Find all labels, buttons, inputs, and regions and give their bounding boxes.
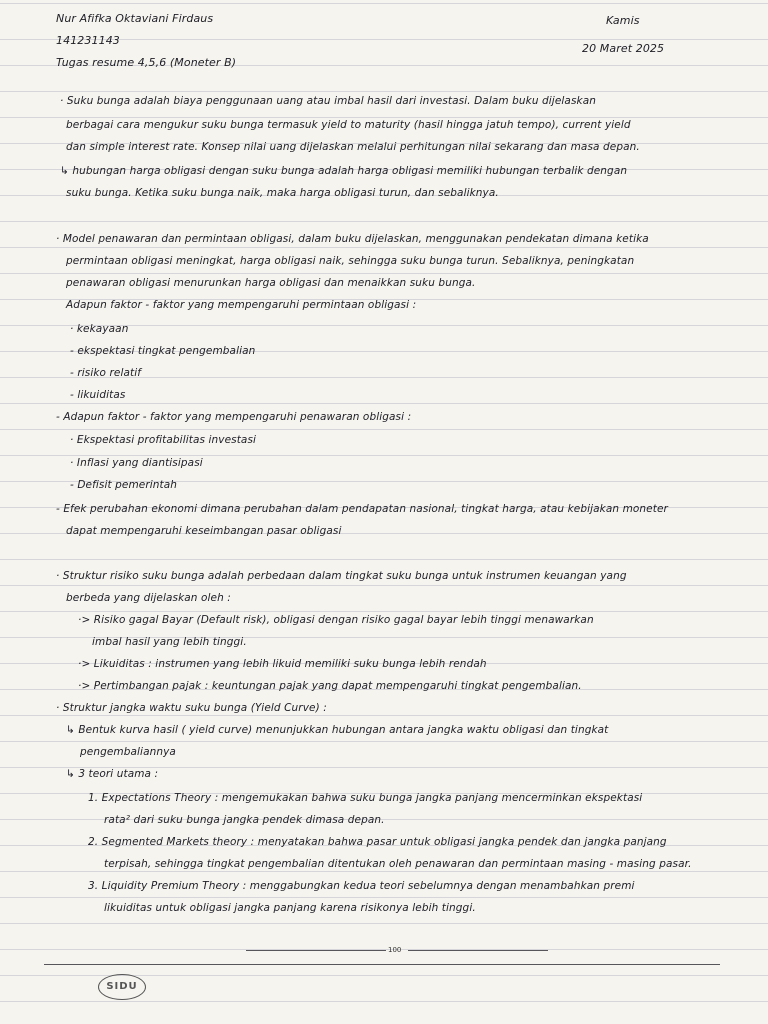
list-item: · kekayaan	[70, 323, 129, 335]
text-line: Adapun faktor - faktor yang mempengaruhi permintaan obligasi :	[66, 299, 417, 311]
text-line: - Adapun faktor - faktor yang mempengaruhi penawaran obligasi :	[56, 411, 412, 423]
text-line: rata² dari suku bunga jangka pendek dimasa depan.	[104, 814, 385, 826]
list-item: ·> Likuiditas : instrumen yang lebih likuid memiliki suku bunga lebih rendah	[78, 658, 487, 670]
list-item: - risiko relatif	[70, 367, 142, 379]
text-line: ↳ hubungan harga obligasi dengan suku bunga adalah harga obligasi memiliki hubungan terbalik dengan	[60, 165, 628, 177]
text-line: - Efek perubahan ekonomi dimana perubahan dalam pendapatan nasional, tingkat harga, atau kebijakan moneter	[56, 503, 668, 515]
list-item: · Ekspektasi profitabilitas investasi	[70, 434, 257, 446]
text-line: dapat mempengaruhi keseimbangan pasar obligasi	[66, 525, 342, 537]
list-item: - Defisit pemerintah	[70, 479, 178, 491]
text-line: berbeda yang dijelaskan oleh :	[66, 592, 231, 604]
student-id: 141231143	[56, 34, 120, 47]
list-item: ·> Risiko gagal Bayar (Default risk), obligasi dengan risiko gagal bayar lebih tinggi menawarkan	[78, 614, 594, 626]
list-item: 3. Liquidity Premium Theory : menggabungkan kedua teori sebelumnya dengan menambahkan premi	[88, 880, 635, 892]
list-item: - likuiditas	[70, 389, 126, 401]
brand-logo: SIDU	[98, 974, 146, 1000]
footer-rule-left	[246, 950, 386, 951]
assignment-title: Tugas resume 4,5,6 (Moneter B)	[56, 56, 237, 69]
text-line: terpisah, sehingga tingkat pengembalian ditentukan oleh penawaran dan permintaan masing - masing pasar.	[104, 858, 692, 870]
page-bottom-rule	[44, 964, 720, 965]
day-label: Kamis	[606, 14, 640, 27]
text-line: penawaran obligasi menurunkan harga obligasi dan menaikkan suku bunga.	[66, 277, 476, 289]
text-line: ↳ Bentuk kurva hasil ( yield curve) menunjukkan hubungan antara jangka waktu obligasi dan tingkat	[66, 724, 609, 736]
date-label: 20 Maret 2025	[582, 42, 665, 55]
text-line: dan simple interest rate. Konsep nilai uang dijelaskan melalui perhitungan nilai sekarang dan masa depan.	[66, 141, 640, 153]
text-line: permintaan obligasi meningkat, harga obligasi naik, sehingga suku bunga turun. Sebaliknya, peningkatan	[66, 255, 635, 267]
text-line: · Struktur risiko suku bunga adalah perbedaan dalam tingkat suku bunga untuk instrumen keuangan yang	[56, 570, 627, 582]
page-number: 100	[388, 946, 402, 954]
footer-rule-right	[408, 950, 548, 951]
text-line: · Struktur jangka waktu suku bunga (Yield Curve) :	[56, 702, 327, 714]
list-item: · Inflasi yang diantisipasi	[70, 457, 203, 469]
author-name: Nur Afifka Oktaviani Firdaus	[56, 12, 214, 25]
text-line: ↳ 3 teori utama :	[66, 768, 159, 780]
list-item: - ekspektasi tingkat pengembalian	[70, 345, 256, 357]
text-line: suku bunga. Ketika suku bunga naik, maka harga obligasi turun, dan sebaliknya.	[66, 187, 499, 199]
text-line: likuiditas untuk obligasi jangka panjang karena risikonya lebih tinggi.	[104, 902, 476, 914]
text-line: berbagai cara mengukur suku bunga termasuk yield to maturity (hasil hingga jatuh tempo), current yield	[66, 119, 631, 131]
list-item: ·> Pertimbangan pajak : keuntungan pajak yang dapat mempengaruhi tingkat pengembalian.	[78, 680, 582, 692]
text-line: · Model penawaran dan permintaan obligasi, dalam buku dijelaskan, menggunakan pendekatan dimana ketika	[56, 233, 649, 245]
list-item: 1. Expectations Theory : mengemukakan bahwa suku bunga jangka panjang mencerminkan ekspektasi	[88, 792, 643, 804]
text-line: · Suku bunga adalah biaya penggunaan uang atau imbal hasil dari investasi. Dalam buku dijelaskan	[60, 95, 596, 107]
text-line: imbal hasil yang lebih tinggi.	[92, 636, 247, 648]
text-line: pengembaliannya	[80, 746, 176, 758]
list-item: 2. Segmented Markets theory : menyatakan bahwa pasar untuk obligasi jangka pendek dan jangka panjang	[88, 836, 667, 848]
